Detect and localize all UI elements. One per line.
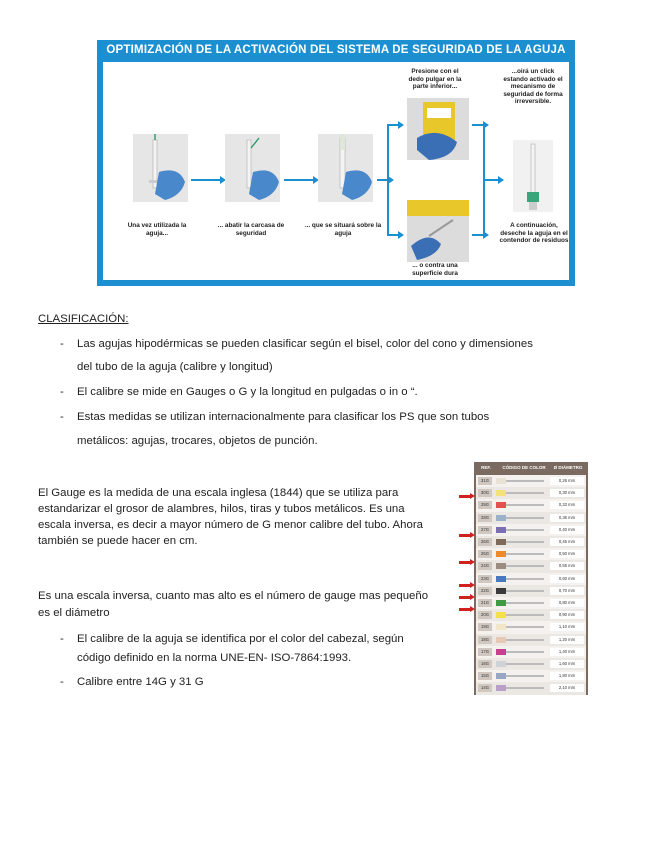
color-hub-swatch xyxy=(496,612,506,618)
gauge-diameter: 1,60 mm xyxy=(550,660,584,668)
syringe-hand-image xyxy=(225,134,280,202)
step4b-caption: ... o contra una superficie dura xyxy=(412,262,458,277)
step5-caption: ...oirá un click estando activado el mecanismo de seguridad de forma irreversible. xyxy=(503,68,563,105)
flow-arrow xyxy=(483,179,499,181)
step4a-caption: Presione con el dedo pulgar en la parte inferior... xyxy=(408,68,462,90)
table-row xyxy=(476,536,586,549)
gauge-ref: 14G xyxy=(478,684,492,692)
section-heading: CLASIFICACIÓN: xyxy=(38,313,129,325)
flow-branch-line xyxy=(387,124,389,236)
color-hub-swatch xyxy=(496,490,506,496)
gauge-ref: 21G xyxy=(478,599,492,607)
flow-arrow xyxy=(387,124,399,126)
red-arrow-icon xyxy=(459,495,471,498)
gauge-diameter: 0,55 mm xyxy=(550,562,584,570)
gauge-paragraph-line: escala inversa, es decir a mayor número de G menor calibre del tubo. Ahora xyxy=(38,519,423,531)
gauge-ref: 28G xyxy=(478,514,492,522)
step1-photo xyxy=(133,134,188,202)
step5-photo xyxy=(513,140,553,212)
gauge-diameter: 0,50 mm xyxy=(550,550,584,558)
table-row xyxy=(476,548,586,561)
gauge-ref: 17G xyxy=(478,648,492,656)
gauge-diameter: 1,80 mm xyxy=(550,672,584,680)
red-arrow-icon xyxy=(459,561,471,564)
gauge-diameter: 0,45 mm xyxy=(550,538,584,546)
gauge-ref: 23G xyxy=(478,575,492,583)
inverse-scale-line: es el diámetro xyxy=(38,607,110,619)
gauge-color-table xyxy=(474,462,588,695)
table-row xyxy=(476,646,586,659)
color-hub-swatch xyxy=(496,563,506,569)
color-hub-swatch xyxy=(496,624,506,630)
table-row xyxy=(476,597,586,610)
red-arrow-icon xyxy=(459,534,471,537)
bullet-dash: - xyxy=(60,633,64,645)
gauge-ref: 31G xyxy=(478,477,492,485)
bullet-3-line-1: Estas medidas se utilizan internacionalmente para clasificar los PS que son tubos xyxy=(77,411,490,423)
color-hub-swatch xyxy=(496,527,506,533)
step3-caption: ... que se situará sobre la aguja xyxy=(304,222,382,237)
gauge-ref: 24G xyxy=(478,562,492,570)
gauge-diameter: 0,33 mm xyxy=(550,501,584,509)
color-hub-swatch xyxy=(496,515,506,521)
step2-photo xyxy=(225,134,280,202)
gauge-ref: 27G xyxy=(478,526,492,534)
table-header-color: CÓDIGO DE COLOR xyxy=(502,465,546,470)
gauge-ref: 20G xyxy=(478,611,492,619)
gauge-diameter: 0,80 mm xyxy=(550,599,584,607)
gauge-diameter: 1,10 mm xyxy=(550,623,584,631)
gauge-diameter: 1,20 mm xyxy=(550,636,584,644)
gauge-paragraph-line: El Gauge es la medida de una escala inglesa (1844) que se utiliza para xyxy=(38,487,399,499)
gauge-ref: 29G xyxy=(478,501,492,509)
gauge-paragraph-line: estandarizar el grosor de alambres, hilos, tiras y tubos metálicos. Es una xyxy=(38,503,405,515)
bullet-dash: - xyxy=(60,676,64,688)
gauge-diameter: 0,30 mm xyxy=(550,489,584,497)
color-hub-swatch xyxy=(496,637,506,643)
bullet-1-line-1: Las agujas hipodérmicas se pueden clasificar según el bisel, color del cono y dimensiones xyxy=(77,338,533,350)
table-header-ref: REF. xyxy=(481,465,491,470)
gauge-diameter: 0,60 mm xyxy=(550,575,584,583)
step3-photo xyxy=(318,134,373,202)
infographic-panel xyxy=(103,62,569,280)
color-hub-swatch xyxy=(496,478,506,484)
bullet-2: El calibre se mide en Gauges o G y la longitud en pulgadas o in o “. xyxy=(77,386,418,398)
syringe-hand-image xyxy=(318,134,373,202)
table-row xyxy=(476,475,586,488)
table-row xyxy=(476,487,586,500)
gauge-diameter: 0,26 mm xyxy=(550,477,584,485)
gauge-diameter: 1,40 mm xyxy=(550,648,584,656)
gauge-diameter: 0,36 mm xyxy=(550,514,584,522)
syringe-hand-image xyxy=(133,134,188,202)
color-hub-swatch xyxy=(496,539,506,545)
inverse-scale-line: Es una escala inversa, cuanto mas alto es el número de gauge mas pequeño xyxy=(38,590,429,602)
bullet-dash: - xyxy=(60,338,64,350)
color-hub-swatch xyxy=(496,685,506,691)
needle-safety-infographic xyxy=(97,40,575,286)
gauge-diameter: 2,10 mm xyxy=(550,684,584,692)
red-arrow-icon xyxy=(459,596,471,599)
flow-arrow xyxy=(387,234,399,236)
red-arrow-icon xyxy=(459,608,471,611)
gauge-diameter: 0,40 mm xyxy=(550,526,584,534)
infographic-title: OPTIMIZACIÓN DE LA ACTIVACIÓN DEL SISTEMA DE SEGURIDAD DE LA AGUJA xyxy=(106,44,566,56)
color-hub-swatch xyxy=(496,673,506,679)
gauge-ref: 18G xyxy=(478,636,492,644)
gauge-ref: 22G xyxy=(478,587,492,595)
table-row xyxy=(476,512,586,525)
color-hub-swatch xyxy=(496,588,506,594)
bullet-dash: - xyxy=(60,411,64,423)
gauge-paragraph-line: también se puede hacer en cm. xyxy=(38,535,198,547)
table-row xyxy=(476,621,586,634)
flow-arrow xyxy=(284,179,314,181)
color-hub-swatch xyxy=(496,551,506,557)
color-hub-swatch xyxy=(496,661,506,667)
color-hub-swatch xyxy=(496,649,506,655)
table-row xyxy=(476,609,586,622)
flow-arrow xyxy=(191,179,221,181)
bullet-4-line-1: El calibre de la aguja se identifica por el color del cabezal, según xyxy=(77,633,404,645)
bullet-dash: - xyxy=(60,386,64,398)
red-arrow-icon xyxy=(459,584,471,587)
table-row xyxy=(476,524,586,537)
gauge-ref: 25G xyxy=(478,550,492,558)
step2-caption: ... abatir la carcasa de seguridad xyxy=(217,222,285,237)
color-hub-swatch xyxy=(496,600,506,606)
gauge-diameter: 0,70 mm xyxy=(550,587,584,595)
bullet-3-line-2: metálicos: agujas, trocares, objetos de punción. xyxy=(77,435,318,447)
bullet-5: Calibre entre 14G y 31 G xyxy=(77,676,204,688)
table-row xyxy=(476,670,586,683)
table-row xyxy=(476,499,586,512)
gauge-ref: 19G xyxy=(478,623,492,631)
table-row xyxy=(476,573,586,586)
table-row xyxy=(476,658,586,671)
step1-caption: Una vez utilizada la aguja... xyxy=(127,222,187,237)
thumb-press-image xyxy=(407,98,469,160)
table-row xyxy=(476,682,586,695)
table-row xyxy=(476,585,586,598)
surface-press-image xyxy=(407,200,469,262)
gauge-ref: 26G xyxy=(478,538,492,546)
activated-needle-image xyxy=(513,140,553,212)
table-header-diameter: Ø DIÁMETRO xyxy=(553,465,583,470)
step6-caption: A continuación, deseche la aguja en el contendor de residuos xyxy=(499,222,569,244)
step4b-photo xyxy=(407,200,469,262)
color-hub-swatch xyxy=(496,502,506,508)
gauge-ref: 30G xyxy=(478,489,492,497)
table-row xyxy=(476,560,586,573)
step4a-photo xyxy=(407,98,469,160)
bullet-4-line-2: código definido en la norma UNE-EN- ISO-7864:1993. xyxy=(77,652,352,664)
gauge-diameter: 0,90 mm xyxy=(550,611,584,619)
gauge-ref: 16G xyxy=(478,660,492,668)
color-hub-swatch xyxy=(496,576,506,582)
bullet-1-line-2: del tubo de la aguja (calibre y longitud) xyxy=(77,361,273,373)
table-row xyxy=(476,634,586,647)
gauge-ref: 15G xyxy=(478,672,492,680)
